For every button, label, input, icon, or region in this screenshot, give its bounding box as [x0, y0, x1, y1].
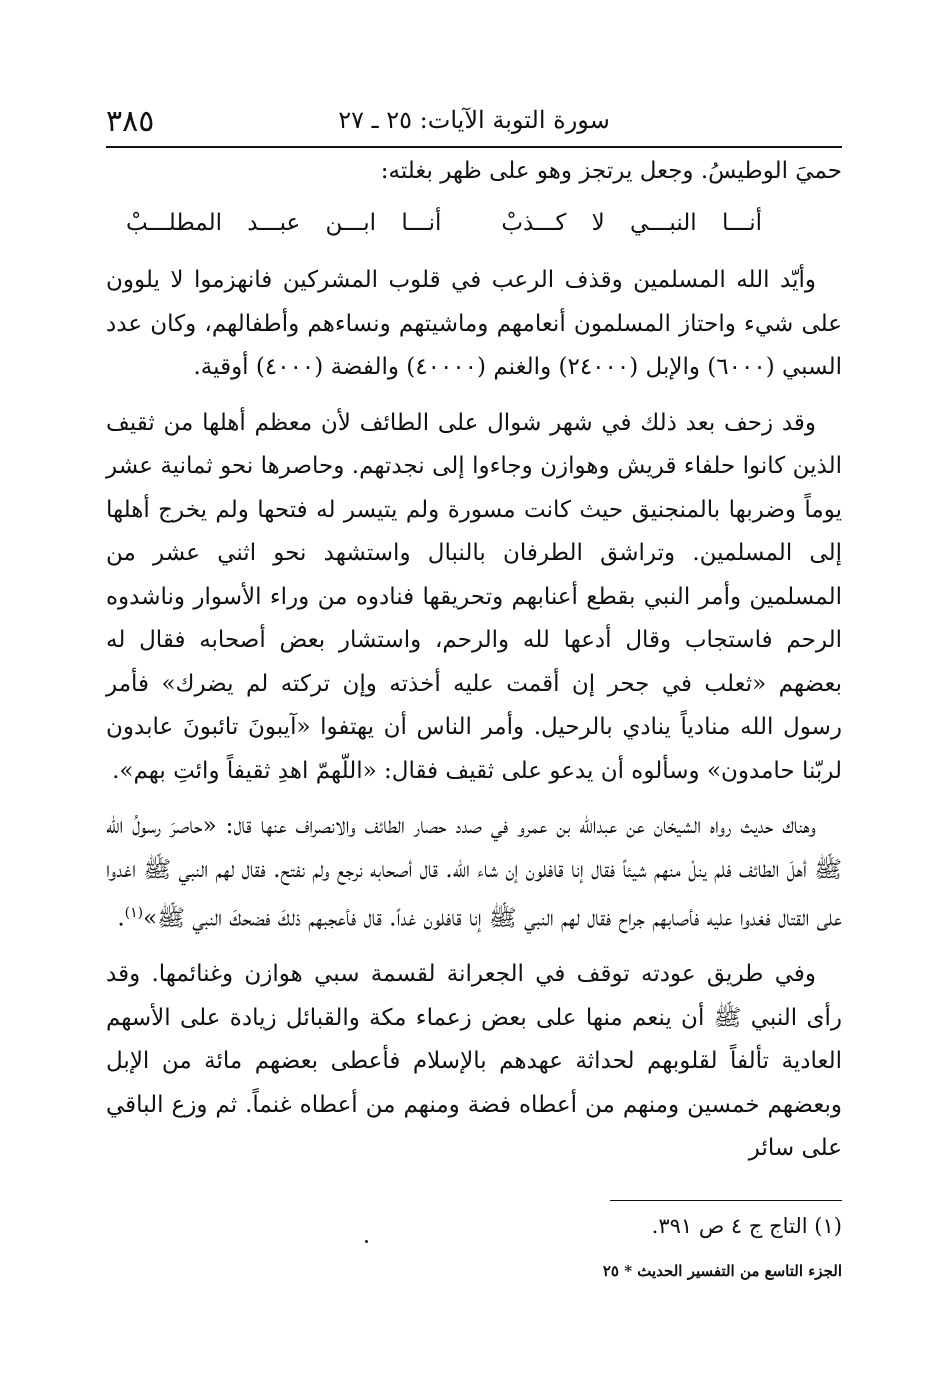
header-rule [106, 146, 842, 148]
printer-signature: الجزء التاسع من التفسير الحديث * ٢٥ [602, 1262, 842, 1280]
verse-second-hemistich: أنـــا ابـــن عبـــد المطلـــبْ [126, 209, 442, 236]
footnote-rule [610, 1200, 842, 1201]
running-title: سورة التوبة الآيات: ٢٥ ـ ٢٧ [338, 106, 610, 134]
body-text [106, 150, 842, 1171]
paragraph-continuation: حميَ الوطيسُ. وجعل يرتجز وهو على ظهر بغلته: [380, 158, 842, 184]
paragraph-end: . [117, 905, 125, 932]
paragraph: وقد زحف بعد ذلك في شهر شوال على الطائف لأن معظم أهلها من ثقيف الذين كانوا حلفاء قريش وهوازن وجاءوا إلى نجدتهم. وحاصرها نحو ثمانية عشر يوماً وضربها بالمنجنيق حيث كانت مسورة ولم يتيسر له فتحها ولم يخرج أهلها إلى المسلمين. وتراشق الطرفان بالنبال واستشهد نحو اثني عشر من المسلمين وأمر النبي بقطع أعنابهم وتحريقها فنادوه من وراء الأسوار وناشدوه الرحم فاستجاب وقال أدعها لله والرحم، واستشار بعض أصحابه فقال له بعضهم «ثعلب في جحر إن أقمت عليه أخذته وإن تركته لم يضرك» فأمر رسول الله منادياً ينادي بالرحيل. وأمر الناس أن يهتفوا «آيبونَ تائبونَ عابدون لربّنا حامدون» وسألوه أن يدعو على ثقيف فقال: «اللّهمّ اهدِ ثقيفاً وائتِ بهم». [106, 409, 843, 784]
verse-first-hemistich: أنـــا النبـــي لا كـــذبْ [501, 209, 763, 236]
footnote: (١) التاج ج ٤ ص ٣٩١. [651, 1214, 842, 1238]
page-number: ٣٨٥ [106, 104, 155, 139]
poetry-verse [106, 202, 842, 246]
paragraph: وأيّد الله المسلمين وقذف الرعب في قلوب المشركين فانهزموا لا يلوون على شيء واحتاز المسلمون أنعامهم وماشيتهم ونساءهم وأطفالهم، وكان عدد السبي (٦٠٠٠) والإبل (٢٤٠٠٠) والغنم (٤٠٠٠٠) والفضة (٤٠٠٠) أوقية. [106, 267, 842, 380]
paragraph [106, 805, 842, 941]
footnote-reference: (١) [124, 905, 144, 921]
stray-dot [365, 1240, 368, 1243]
paragraph: وفي طريق عودته توقف في الجعرانة لقسمة سبي هوازن وغنائمها. وقد رأى النبي ﷺ أن ينعم منها على بعض زعماء مكة والقبائل زيادة على الأسهم العادية تألفاً لقلوبهم لحداثة عهدهم بالإسلام فأعطى بعضهم مائة من الإبل وبعضهم خمسين ومنهم من أعطاه فضة ومنهم من أعطاه غنماً. ثم وزع الباقي على سائر [106, 961, 842, 1162]
paragraph-text: وهناك حديث رواه الشيخان عن عبدالله بن عمرو في صدد حصار الطائف والانصراف عنها قال: «حاصرَ رسولُ الله ﷺ أهلَ الطائف فلم ينلْ منهم شيئاً فقال إنا قافلون إن شاء الله. قال أصحابه نرجع ولم نفتح. فقال لهم النبي ﷺ اغدوا على القتال فغدوا عليه فأصابهم جراح فقال لهم النبي ﷺ إنا قافلون غداً. قال فأعجبهم ذلكَ فضحكَ النبي ﷺ» [106, 813, 842, 932]
page-header [106, 100, 842, 140]
